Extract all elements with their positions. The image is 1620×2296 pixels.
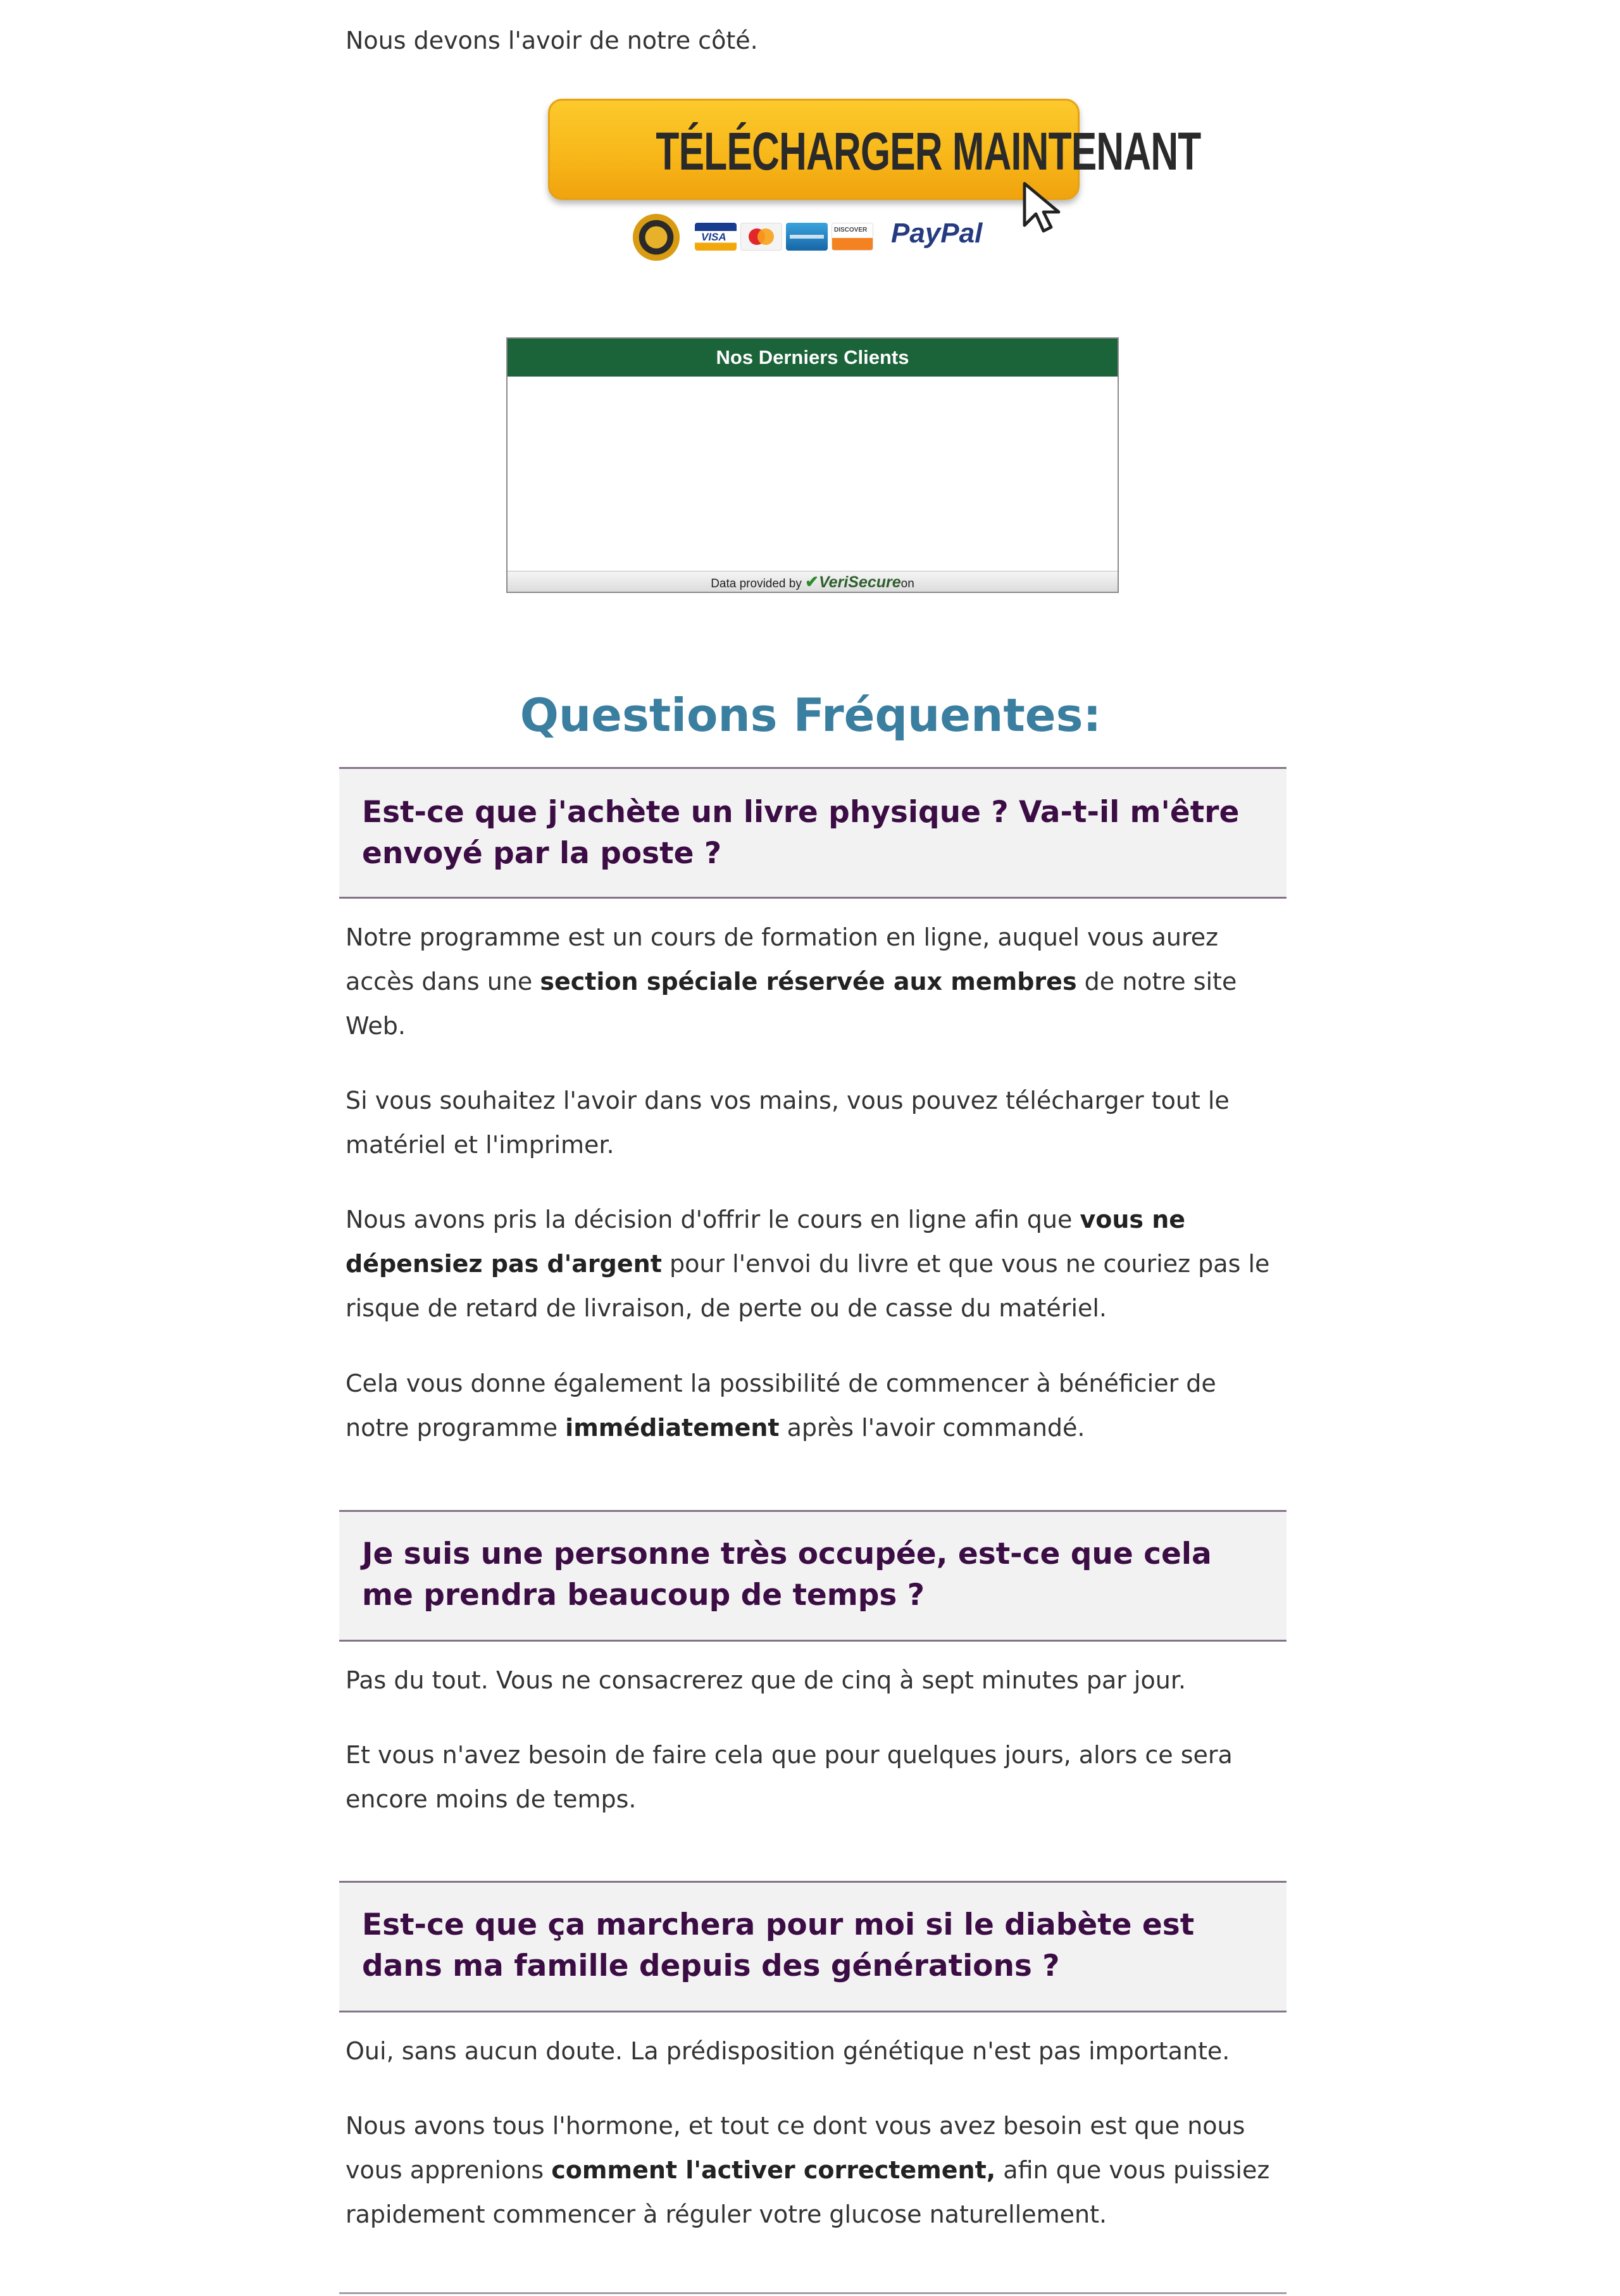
visa-card-icon: VISA [695,223,737,251]
download-now-label: TÉLÉCHARGER MAINTENANT [656,122,1201,181]
mastercard-icon [740,223,782,251]
faq-answer-paragraph: Nous avons pris la décision d'offrir le cours en ligne afin que vous ne dépensiez pas d'argent pour l'envoi du livre et que vous ne couriez pas le risque de retard de livraison, de perte ou de casse du matériel. [346,1206,1270,1322]
faq-question: Je suis une personne très occupée, est-ce que cela me prendra beaucoup de temps ? [362,1537,1212,1613]
payment-methods [632,209,1037,259]
faq-answer-paragraph: Si vous souhaitez l'avoir dans vos mains, vous pouvez télécharger tout le matériel et l'imprimer. [346,1087,1230,1159]
faq-question: Est-ce que j'achète un livre physique ? Va-t-il m'être envoyé par la poste ? [362,795,1240,871]
widget-footer [508,571,1118,592]
security-seal-icon [632,213,681,262]
faq-answer-paragraph: Cela vous donne également la possibilité de commencer à bénéficier de notre programme immédiatement après l'avoir commandé. [346,1369,1216,1442]
faq-answer-paragraph: Oui, sans aucun doute. La prédisposition génétique n'est pas importante. [346,2037,1230,2065]
faq-answer-paragraph: Pas du tout. Vous ne consacrerez que de cinq à sept minutes par jour. [346,1666,1187,1694]
widget-footer-suffix: on [900,577,914,590]
faq-title: Questions Fréquentes: [520,689,1102,742]
paypal-logo: PayPal [891,218,983,249]
faq-question-box [339,1881,1287,2012]
faq-answer-paragraph: Notre programme est un cours de formation en ligne, auquel vous aurez accès dans une section spéciale réservée aux membres de notre site Web. [346,923,1237,1040]
download-area [544,95,1201,266]
verisecure-logo[interactable]: VeriSecure [818,573,901,591]
faq-question-box [339,767,1287,899]
intro-text: Nous devons l'avoir de notre côté. [346,27,758,54]
faq-question-box [339,1510,1287,1642]
discover-card-icon: DISCOVER [832,223,873,251]
faq-answer-paragraph: Nous avons tous l'hormone, et tout ce dont vous avez besoin est que nous vous apprenions comment l'activer correctement, afin que vous puissiez rapidement commencer à réguler votre glucose naturellement. [346,2112,1270,2228]
section-divider [339,2292,1287,2294]
recent-customers-widget [506,337,1119,593]
download-now-button[interactable] [548,99,1201,200]
faq-answer-paragraph: Et vous n'avez besoin de faire cela que pour quelques jours, alors ce sera encore moins de temps. [346,1741,1233,1813]
widget-header: Nos Derniers Clients [508,339,1118,377]
check-icon: ✔ [805,572,819,591]
faq-question: Est-ce que ça marchera pour moi si le diabète est dans ma famille depuis des générations ? [362,1907,1195,1983]
widget-footer-prefix: Data provided by [711,577,802,590]
amex-card-icon [786,223,828,251]
